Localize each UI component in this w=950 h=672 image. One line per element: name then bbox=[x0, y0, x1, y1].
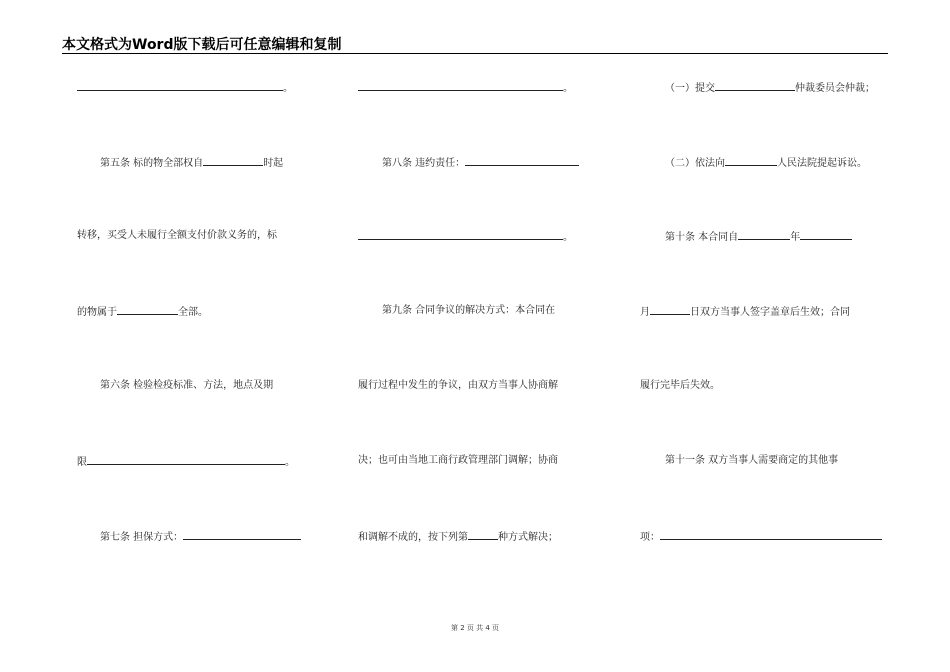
line-text: （一）提交 bbox=[665, 83, 715, 94]
blank-field[interactable] bbox=[738, 229, 790, 240]
line-text: 日双方当事人签字盖章后生效；合同 bbox=[690, 307, 850, 318]
line-text: 月 bbox=[640, 307, 650, 318]
line-text: 。 bbox=[283, 83, 293, 94]
right-line-6 bbox=[665, 454, 838, 468]
right-line-7 bbox=[640, 529, 882, 545]
line-text: 仲裁委员会仲裁； bbox=[795, 83, 875, 94]
line-text: 。 bbox=[285, 457, 295, 468]
blank-field[interactable] bbox=[715, 80, 795, 91]
blank-field[interactable] bbox=[358, 80, 563, 91]
line-text: 全部。 bbox=[178, 307, 208, 318]
blank-field[interactable] bbox=[183, 529, 301, 540]
blank-field[interactable] bbox=[358, 229, 563, 240]
line-text: （二）依法向 bbox=[665, 158, 725, 169]
blank-field[interactable] bbox=[468, 529, 498, 540]
line-text: 项： bbox=[640, 532, 660, 543]
blank-field[interactable] bbox=[800, 229, 852, 240]
blank-field[interactable] bbox=[725, 155, 777, 166]
left-line-1 bbox=[77, 80, 293, 96]
line-text: 限 bbox=[77, 457, 87, 468]
line-text: 第九条 合同争议的解决方式：本合同在 bbox=[382, 305, 556, 316]
left-line-2 bbox=[100, 155, 283, 171]
right-line-3 bbox=[665, 229, 852, 245]
middle-line-6 bbox=[358, 454, 558, 468]
line-text: 时起 bbox=[263, 158, 284, 169]
line-text: 第十条 本合同自 bbox=[665, 232, 739, 243]
blank-field[interactable] bbox=[465, 155, 579, 166]
middle-line-4 bbox=[382, 304, 555, 318]
blank-field[interactable] bbox=[203, 155, 263, 166]
page-footer-number: 第 2 页 共 4 页 bbox=[450, 624, 500, 632]
right-line-1 bbox=[665, 80, 875, 96]
left-line-7 bbox=[100, 529, 301, 545]
line-text: 种方式解决； bbox=[498, 532, 558, 543]
left-line-5 bbox=[100, 379, 273, 393]
line-text: 第十一条 双方当事人需要商定的其他事 bbox=[665, 455, 839, 466]
middle-line-2 bbox=[382, 155, 579, 171]
right-line-5 bbox=[640, 379, 720, 393]
blank-field[interactable] bbox=[660, 529, 882, 540]
line-text: 人民法院提起诉讼。 bbox=[777, 158, 867, 169]
line-text: 转移，买受人未履行全额支付价款义务的，标 bbox=[77, 230, 277, 241]
line-text: 。 bbox=[563, 83, 573, 94]
blank-field[interactable] bbox=[117, 304, 178, 315]
line-text: 年 bbox=[790, 232, 801, 243]
line-text: 的物属于 bbox=[77, 307, 117, 318]
page-header-title: 本文格式为Word版下载后可任意编辑和复制 bbox=[62, 37, 342, 53]
line-text: 履行过程中发生的争议，由双方当事人协商解 bbox=[358, 380, 558, 391]
line-text: 决；也可由当地工商行政管理部门调解；协商 bbox=[358, 455, 558, 466]
line-text: 第六条 检验检疫标准、方法，地点及期 bbox=[100, 380, 274, 391]
blank-field[interactable] bbox=[77, 80, 283, 91]
left-line-3 bbox=[77, 229, 277, 243]
blank-field[interactable] bbox=[87, 454, 285, 465]
right-line-4 bbox=[640, 304, 850, 320]
line-text: 第七条 担保方式： bbox=[100, 532, 184, 543]
middle-line-1 bbox=[358, 80, 573, 96]
left-line-6 bbox=[77, 454, 295, 470]
right-line-2 bbox=[665, 155, 867, 171]
line-text: 第八条 违约责任： bbox=[382, 158, 466, 169]
middle-line-7 bbox=[358, 529, 558, 545]
line-text: 和调解不成的，按下列第 bbox=[358, 532, 468, 543]
line-text: 履行完毕后失效。 bbox=[640, 380, 720, 391]
left-line-4 bbox=[77, 304, 208, 320]
blank-field[interactable] bbox=[650, 304, 690, 315]
middle-line-3 bbox=[358, 229, 573, 245]
header-divider bbox=[62, 53, 888, 54]
middle-line-5 bbox=[358, 379, 558, 393]
line-text: 第五条 标的物全部权自 bbox=[100, 158, 204, 169]
line-text: 。 bbox=[563, 232, 573, 243]
